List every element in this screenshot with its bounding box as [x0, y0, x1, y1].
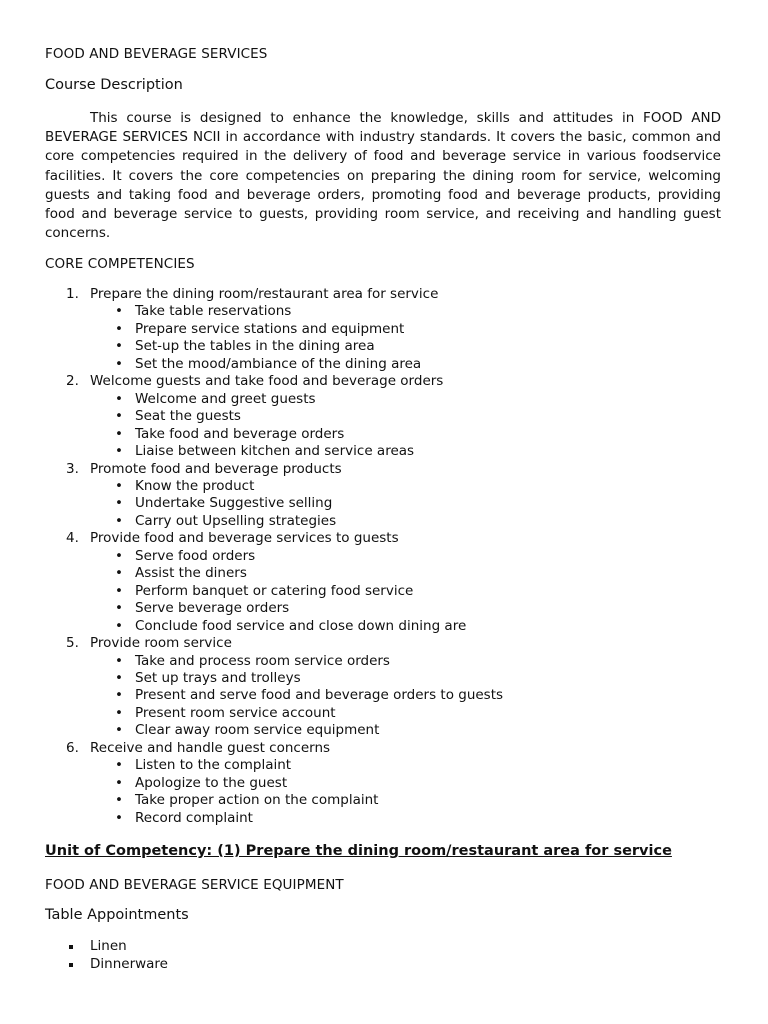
core-competencies-list [45, 286, 721, 827]
bullet-icon: • [115, 652, 123, 669]
competency-item [45, 635, 721, 740]
bullet-icon: • [115, 408, 123, 425]
bullet-icon: • [115, 443, 123, 460]
competency-sub-item-text: Present and serve food and beverage orders to guests [135, 687, 504, 704]
competency-sub-item [45, 653, 721, 670]
competency-sub-item-text: Take table reservations [135, 303, 292, 320]
competency-number: 2. [66, 373, 79, 390]
bullet-icon: • [115, 355, 123, 372]
competency-sub-item-text: Prepare service stations and equipment [135, 320, 405, 337]
course-description-heading: Course Description [45, 77, 183, 93]
competency-sub-list [45, 757, 721, 827]
competency-sub-item [45, 408, 721, 425]
bullet-icon: • [115, 512, 123, 529]
competency-sub-item-text: Welcome and greet guests [135, 390, 316, 407]
table-appointments-heading: Table Appointments [45, 907, 189, 923]
bullet-icon: • [115, 320, 123, 337]
competency-sub-item-text: Record complaint [135, 809, 253, 826]
competency-title: Provide food and beverage services to guests [90, 530, 399, 547]
bullet-icon: • [115, 617, 123, 634]
competency-sub-item-text: Serve food orders [135, 547, 256, 564]
competency-title: Promote food and beverage products [90, 460, 342, 477]
competency-title: Welcome guests and take food and beverage orders [90, 373, 444, 390]
competency-sub-item [45, 618, 721, 635]
competency-sub-item [45, 792, 721, 809]
competency-sub-item-text: Undertake Suggestive selling [135, 495, 333, 512]
competency-item [45, 461, 721, 531]
bullet-icon: • [115, 669, 123, 686]
competency-sub-item-text: Take food and beverage orders [135, 425, 345, 442]
competency-sub-list [45, 478, 721, 530]
bullet-icon: • [115, 425, 123, 442]
table-appointment-item [45, 956, 168, 974]
competency-sub-list [45, 653, 721, 740]
bullet-icon: • [115, 600, 123, 617]
competency-sub-item [45, 391, 721, 408]
bullet-icon: • [115, 303, 123, 320]
competency-sub-item [45, 513, 721, 530]
bullet-icon: • [115, 722, 123, 739]
competency-number: 3. [66, 460, 79, 477]
competency-sub-item-text: Listen to the complaint [135, 757, 292, 774]
bullet-icon: • [115, 477, 123, 494]
competency-number: 6. [66, 739, 79, 756]
competency-sub-item-text: Apologize to the guest [135, 774, 288, 791]
competency-sub-item-text: Serve beverage orders [135, 600, 290, 617]
competency-sub-item-text: Assist the diners [135, 565, 247, 582]
competency-sub-item [45, 426, 721, 443]
bullet-icon: • [115, 547, 123, 564]
table-appointment-item [45, 938, 168, 956]
competency-sub-item [45, 722, 721, 739]
competency-sub-item-text: Set the mood/ambiance of the dining area [135, 355, 422, 372]
competency-sub-item [45, 303, 721, 320]
competency-sub-item-text: Carry out Upselling strategies [135, 512, 337, 529]
competency-sub-item [45, 705, 721, 722]
competency-sub-item-text: Seat the guests [135, 408, 241, 425]
competency-sub-item-text: Set up trays and trolleys [135, 669, 301, 686]
bullet-icon: • [115, 809, 123, 826]
core-competencies-heading: CORE COMPETENCIES [45, 256, 195, 272]
competency-number: 5. [66, 635, 79, 652]
competency-sub-list [45, 391, 721, 461]
competency-sub-list [45, 548, 721, 635]
bullet-icon: • [115, 495, 123, 512]
competency-sub-item [45, 338, 721, 355]
bullet-icon: • [115, 792, 123, 809]
bullet-icon: • [115, 774, 123, 791]
competency-sub-item [45, 670, 721, 687]
competency-sub-item [45, 321, 721, 338]
equipment-heading: FOOD AND BEVERAGE SERVICE EQUIPMENT [45, 877, 344, 893]
competency-sub-item-text: Present room service account [135, 704, 336, 721]
competency-sub-item-text: Conclude food service and close down dining are [135, 617, 467, 634]
competency-sub-item [45, 356, 721, 373]
square-bullet-icon [69, 963, 73, 967]
table-appointment-text: Linen [90, 938, 127, 954]
bullet-icon: • [115, 582, 123, 599]
competency-sub-item [45, 565, 721, 582]
bullet-icon: • [115, 565, 123, 582]
square-bullet-icon [69, 945, 73, 949]
bullet-icon: • [115, 687, 123, 704]
competency-sub-item [45, 583, 721, 600]
competency-sub-item [45, 478, 721, 495]
competency-sub-item [45, 775, 721, 792]
competency-title: Provide room service [90, 635, 232, 652]
document-title: FOOD AND BEVERAGE SERVICES [45, 46, 268, 62]
competency-sub-item-text: Know the product [135, 477, 255, 494]
bullet-icon: • [115, 704, 123, 721]
bullet-icon: • [115, 338, 123, 355]
competency-number: 4. [66, 530, 79, 547]
competency-title: Prepare the dining room/restaurant area for service [90, 286, 439, 302]
competency-sub-list [45, 303, 721, 373]
bullet-icon: • [115, 757, 123, 774]
competency-sub-item [45, 443, 721, 460]
competency-sub-item-text: Perform banquet or catering food service [135, 582, 414, 599]
competency-sub-item [45, 600, 721, 617]
table-appointments-list [45, 938, 168, 973]
competency-sub-item-text: Liaise between kitchen and service areas [135, 443, 415, 460]
competency-item [45, 286, 721, 373]
competency-sub-item [45, 548, 721, 565]
competency-sub-item-text: Clear away room service equipment [135, 722, 380, 739]
competency-title: Receive and handle guest concerns [90, 739, 331, 756]
competency-sub-item [45, 687, 721, 704]
competency-sub-item [45, 495, 721, 512]
competency-sub-item [45, 810, 721, 827]
table-appointment-text: Dinnerware [90, 955, 168, 972]
competency-item [45, 740, 721, 827]
competency-sub-item [45, 757, 721, 774]
competency-sub-item-text: Take and process room service orders [135, 652, 390, 669]
competency-sub-item-text: Set-up the tables in the dining area [135, 338, 375, 355]
course-description-paragraph: This course is designed to enhance the knowledge, skills and attitudes in FOOD AND BEVERAGE SERVICES NCII in accordance with industry standards. It covers the basic, common and core competencies required in the delivery of food and beverage service in various foodservice facilities. It covers the core competencies on preparing the dining room for service, welcoming guests and taking food and beverage orders, promoting food and beverage products, providing food and beverage service to guests, providing room service, and receiving and handling guest concerns. [45, 110, 721, 242]
unit-of-competency-heading: Unit of Competency: (1) Prepare the dining room/restaurant area for service [45, 843, 672, 859]
competency-item [45, 373, 721, 460]
competency-sub-item-text: Take proper action on the complaint [135, 792, 379, 809]
bullet-icon: • [115, 390, 123, 407]
competency-item [45, 530, 721, 635]
competency-number: 1. [66, 286, 79, 302]
